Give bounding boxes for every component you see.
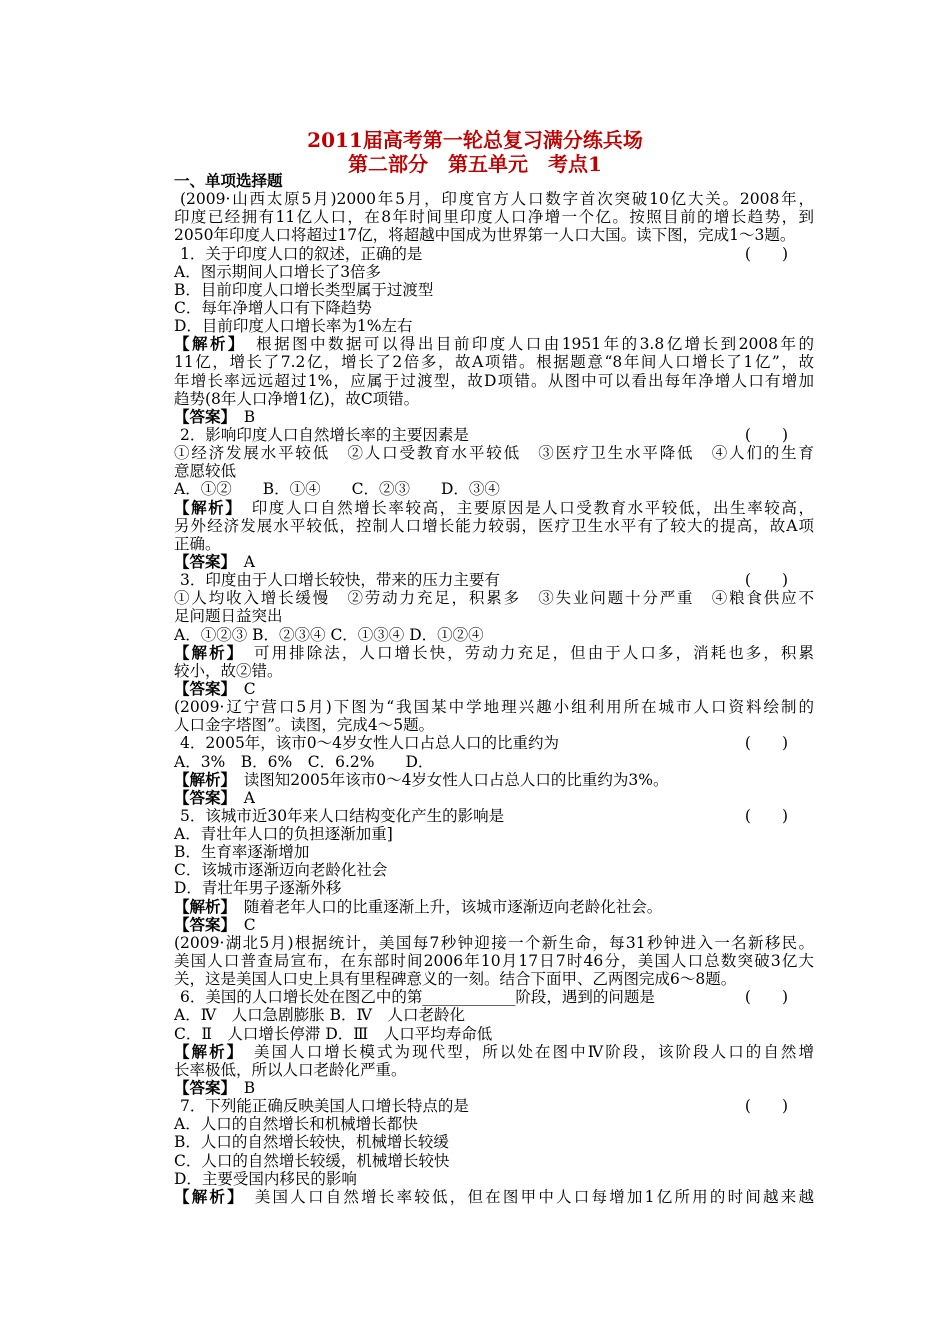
text-line [174, 245, 814, 263]
line-text: A [228, 788, 255, 807]
explanation-line [174, 789, 814, 807]
line-text: B．人口的自然增长较快，机械增长较缓 [174, 1133, 449, 1152]
line-text: 印度已经拥有11亿人口，在8年时间里印度人口净增一个亿。按照目前的增长趋势，到 [174, 208, 814, 227]
explanation-line [174, 916, 814, 934]
explanation-line [174, 680, 814, 698]
line-text: C．该城市逐渐迈向老龄化社会 [174, 861, 388, 880]
line-text: 另外经济发展水平较低，控制人口增长能力较弱，医疗卫生水平有了较大的提高，故A项 [174, 516, 814, 535]
line-text: C．Ⅱ 人口增长停滞 D．Ⅲ 人口平均寿命低 [174, 1024, 493, 1043]
document-title: 2011届高考第一轮总复习满分练兵场 [307, 128, 643, 152]
text-line [174, 317, 814, 335]
explanation-line [174, 1079, 814, 1097]
answer-tag: 【答案】 [174, 678, 229, 698]
text-line [174, 1025, 814, 1043]
answer-tag: 【答案】 [174, 406, 229, 426]
answer-tag: 【答案】 [174, 914, 229, 934]
text-line [174, 698, 814, 716]
line-text: 可用排除法，人口增长快，劳动力充足，但由于人口多，消耗也多，积累 [236, 643, 814, 662]
explanation-line [174, 335, 814, 353]
line-text: (2009·湖北5月)根据统计，美国每7秒钟迎接一个新生命，每31秒钟进入一名新移民。 [174, 933, 814, 952]
text-line [174, 226, 814, 244]
line-text: B．生育率逐渐增加 [174, 843, 310, 862]
line-text: 正确。 [174, 534, 221, 553]
text-line [174, 988, 814, 1006]
explanation-line [174, 499, 814, 517]
explanation-line [174, 644, 814, 662]
explanation-line [174, 408, 814, 426]
line-text: A．图示期间人口增长了3倍多 [174, 262, 382, 281]
line-text: 一、单项选择题 [174, 171, 283, 190]
line-text: 根据图中数据可以得出目前印度人口由1951年的3.8亿增长到2008年的 [238, 335, 814, 354]
text-line [174, 662, 814, 680]
text-line [174, 1006, 814, 1024]
analysis-tag: 【解析】 [174, 1186, 238, 1206]
text-line [174, 934, 814, 952]
answer-bracket: ( ) [744, 571, 788, 590]
line-text: 4．2005年，该市0～4岁女性人口占总人口的比重约为 [180, 734, 560, 753]
line-text: 1．关于印度人口的叙述，正确的是 [180, 244, 423, 263]
line-text: 2050年印度人口将超过17亿，将超越中国成为世界第一人口大国。读下图，完成1～3题。 [174, 226, 796, 245]
text-line [174, 480, 814, 498]
text-line [174, 571, 814, 589]
text-line [174, 1097, 814, 1115]
text-line [174, 861, 814, 879]
line-text: 趋势(8年人口净增1亿)，故C项错。 [174, 389, 420, 408]
answer-bracket: ( ) [744, 425, 788, 444]
line-text: 美国人口增长模式为现代型，所以处在图中Ⅳ阶段，该阶段人口的自然增 [236, 1042, 814, 1061]
line-text: C．人口的自然增长较缓，机械增长较快 [174, 1151, 450, 1170]
text-line [174, 299, 814, 317]
text-line [174, 879, 814, 897]
line-text: 3．印度由于人口增长较快，带来的压力主要有 [180, 571, 500, 590]
analysis-tag: 【解析】 [174, 1041, 237, 1061]
text-line [174, 444, 814, 462]
analysis-tag: 【解析】 [174, 497, 235, 517]
document-body [174, 172, 814, 1206]
line-text: D．主要受国内移民的影响 [174, 1169, 357, 1188]
explanation-line [174, 553, 814, 571]
explanation-line [174, 898, 814, 916]
line-text: A．①②③ B．②③④ C．①③④ D．①②④ [174, 625, 484, 644]
line-text: 年增长率远远超过1%，应属于过渡型，故D项错。从图中可以看出每年净增人口有增加 [174, 371, 814, 390]
explanation-line [174, 1043, 814, 1061]
text-line [174, 952, 814, 970]
text-line [174, 1133, 814, 1151]
text-line [174, 390, 814, 408]
line-text: A．①② B．①④ C．②③ D．③④ [174, 480, 500, 499]
answer-tag: 【答案】 [174, 1078, 229, 1098]
text-line [174, 1152, 814, 1170]
line-text: D．目前印度人口增长率为1%左右 [174, 317, 413, 336]
line-text: (2009·山西太原5月)2000年5月，印度官方人口数字首次突破10亿大关。2008年， [180, 190, 814, 209]
answer-tag: 【答案】 [174, 551, 229, 571]
analysis-tag: 【解析】 [174, 769, 229, 789]
line-text: 美国人口普查局宣布，在东部时间2006年10月17日7时46分，美国人口总数突破3亿大 [174, 952, 814, 971]
line-text: 2．影响印度人口自然增长率的主要因素是 [180, 425, 469, 444]
analysis-tag: 【解析】 [174, 896, 229, 916]
text-line [174, 281, 814, 299]
text-line [174, 208, 814, 226]
line-text: 关，这是美国人口史上具有里程碑意义的一刻。结合下面甲、乙两图完成6～8题。 [174, 970, 737, 989]
text-line [174, 589, 814, 607]
answer-bracket: ( ) [744, 734, 788, 753]
answer-bracket: ( ) [744, 988, 788, 1007]
text-line [174, 607, 814, 625]
explanation-line [174, 771, 814, 789]
line-text: 7．下列能正确反映美国人口增长特点的是 [180, 1097, 469, 1116]
analysis-tag: 【解析】 [174, 334, 239, 354]
line-text: C．每年净增人口有下降趋势 [174, 298, 372, 317]
line-text: C [228, 915, 256, 934]
answer-bracket: ( ) [744, 1097, 788, 1116]
line-text: (2009·辽宁营口5月)下图为“我国某中学地理兴趣小组利用所在城市人口资料绘制的 [174, 698, 814, 717]
line-text: A．青壮年人口的负担逐渐加重] [174, 825, 393, 844]
line-text: 长率极低，所以人口老龄化严重。 [174, 1060, 407, 1079]
text-line [174, 807, 814, 825]
text-line [174, 825, 814, 843]
text-line [174, 517, 814, 535]
text-line [174, 1115, 814, 1133]
text-line [174, 843, 814, 861]
text-line [174, 716, 814, 734]
text-line [174, 172, 814, 190]
text-line [174, 734, 814, 752]
text-line [174, 462, 814, 480]
line-text: A [228, 552, 255, 571]
line-text: 5．该城市近30年来人口结构变化产生的影响是 [180, 806, 505, 825]
line-text: ①人均收入增长缓慢 ②劳动力充足，积累多 ③失业问题十分严重 ④粮食供应不 [174, 589, 814, 608]
line-text: A．Ⅳ 人口急剧膨胀 B．Ⅳ 人口老龄化 [174, 1006, 465, 1025]
line-text: 较小，故②错。 [174, 661, 283, 680]
line-text: 美国人口自然增长率较低，但在图甲中人口每增加1亿所用的时间越来越 [237, 1187, 814, 1206]
answer-bracket: ( ) [744, 244, 788, 263]
text-line [174, 970, 814, 988]
line-text: B [228, 407, 256, 426]
analysis-tag: 【解析】 [174, 642, 237, 662]
line-text: 意愿较低 [174, 462, 237, 481]
line-text: 6．美国的人口增长处在图乙中的第____________阶段，遇到的问题是 [180, 988, 655, 1007]
text-line [174, 372, 814, 390]
text-line [174, 190, 814, 208]
line-text: 读图知2005年该市0～4岁女性人口占总人口的比重约为3%。 [228, 770, 669, 789]
line-text: 随着老年人口的比重逐渐上升，该城市逐渐迈向老龄化社会。 [228, 897, 663, 916]
answer-bracket: ( ) [744, 806, 788, 825]
line-text: 足问题日益突出 [174, 607, 283, 626]
line-text: C [228, 679, 256, 698]
line-text: 11亿，增长了7.2亿，增长了2倍多，故A项错。根据题意“8年间人口增长了1亿”，故 [174, 353, 814, 372]
line-text: B [228, 1079, 256, 1098]
document-subtitle: 第二部分 第五单元 考点1 [348, 152, 602, 176]
line-text: A．3% B．6% C．6.2% D． [174, 752, 434, 771]
line-text: 印度人口自然增长率较高，主要原因是人口受教育水平较低，出生率较高， [234, 498, 814, 517]
text-line [174, 753, 814, 771]
line-text: D．青壮年男子逐渐外移 [174, 879, 342, 898]
text-line [174, 626, 814, 644]
text-line [174, 353, 814, 371]
text-line [174, 426, 814, 444]
text-line [174, 535, 814, 553]
text-line [174, 1061, 814, 1079]
text-line [174, 263, 814, 281]
line-text: ①经济发展水平较低 ②人口受教育水平较低 ③医疗卫生水平降低 ④人们的生育 [174, 444, 814, 463]
explanation-line [174, 1188, 814, 1206]
line-text: 人口金字塔图”。读图，完成4～5题。 [174, 716, 435, 735]
line-text: A．人口的自然增长和机械增长都快 [174, 1115, 418, 1134]
text-line [174, 1170, 814, 1188]
answer-tag: 【答案】 [174, 787, 229, 807]
line-text: B．目前印度人口增长类型属于过渡型 [174, 280, 434, 299]
